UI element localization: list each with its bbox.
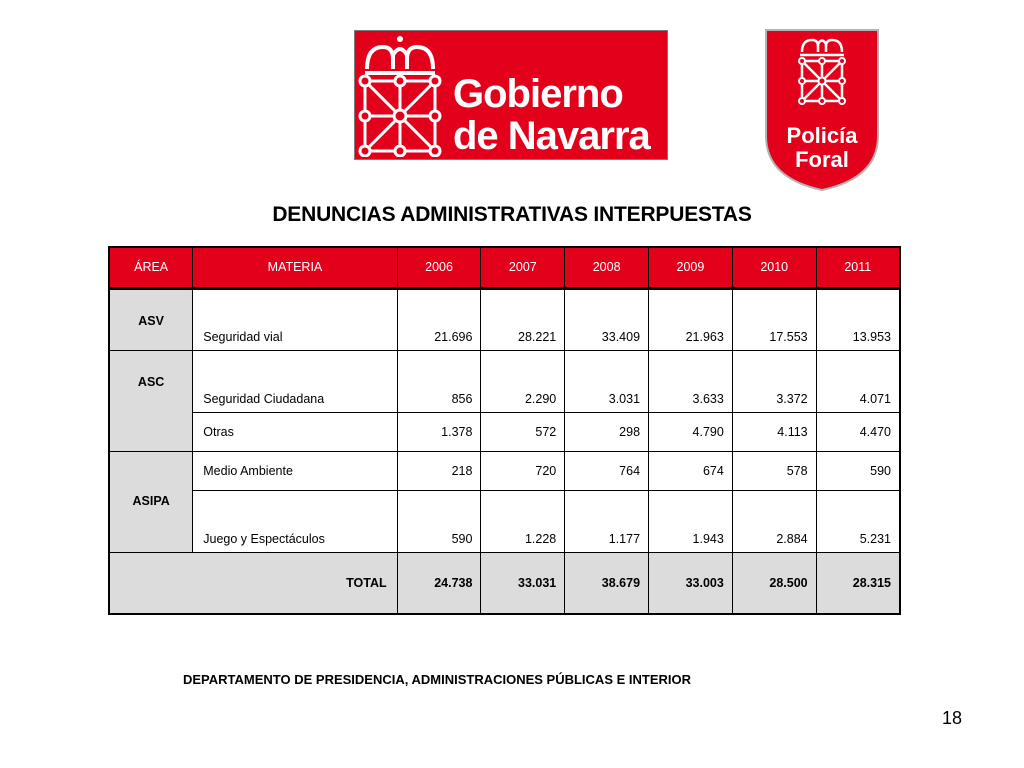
value-cell: 764 <box>565 451 649 490</box>
denuncias-table <box>108 246 901 615</box>
value-cell: 5.231 <box>816 490 900 552</box>
table-row <box>109 451 900 490</box>
value-cell: 4.470 <box>816 412 900 451</box>
value-cell: 2.290 <box>481 350 565 412</box>
value-cell: 33.409 <box>565 288 649 350</box>
area-cell: ASC <box>109 350 193 451</box>
department-footer: DEPARTAMENTO DE PRESIDENCIA, ADMINISTRACIONES PÚBLICAS E INTERIOR <box>183 672 691 687</box>
value-cell: 28.221 <box>481 288 565 350</box>
value-cell: 1.177 <box>565 490 649 552</box>
header-2008: 2008 <box>565 247 649 288</box>
value-cell: 1.378 <box>397 412 481 451</box>
materia-cell: Otras <box>193 412 397 451</box>
total-row <box>109 552 900 614</box>
value-cell: 3.633 <box>649 350 733 412</box>
value-cell: 1.943 <box>649 490 733 552</box>
value-cell: 4.790 <box>649 412 733 451</box>
table-row <box>109 490 900 552</box>
header-area: ÁREA <box>109 247 193 288</box>
value-cell: 1.228 <box>481 490 565 552</box>
gobierno-de-navarra-logo <box>354 30 668 160</box>
total-value-cell: 38.679 <box>565 552 649 614</box>
navarra-crest-icon <box>357 33 443 157</box>
page-title: DENUNCIAS ADMINISTRATIVAS INTERPUESTAS <box>272 203 752 226</box>
value-cell: 21.696 <box>397 288 481 350</box>
total-label: TOTAL <box>109 552 397 614</box>
header-2010: 2010 <box>732 247 816 288</box>
value-cell: 674 <box>649 451 733 490</box>
header-2006: 2006 <box>397 247 481 288</box>
value-cell: 590 <box>397 490 481 552</box>
header-2011: 2011 <box>816 247 900 288</box>
value-cell: 720 <box>481 451 565 490</box>
page-number: 18 <box>941 708 962 728</box>
total-value-cell: 33.031 <box>481 552 565 614</box>
header-materia: MATERIA <box>193 247 397 288</box>
header-2007: 2007 <box>481 247 565 288</box>
value-cell: 3.031 <box>565 350 649 412</box>
table-row <box>109 412 900 451</box>
materia-cell: Juego y Espectáculos <box>193 490 397 552</box>
table-row <box>109 288 900 350</box>
value-cell: 13.953 <box>816 288 900 350</box>
table-row <box>109 350 900 412</box>
value-cell: 856 <box>397 350 481 412</box>
materia-cell: Seguridad vial <box>193 288 397 350</box>
materia-cell: Medio Ambiente <box>193 451 397 490</box>
value-cell: 3.372 <box>732 350 816 412</box>
policia-logo-text: Policía Foral <box>786 123 858 172</box>
total-value-cell: 24.738 <box>397 552 481 614</box>
total-value-cell: 33.003 <box>649 552 733 614</box>
total-value-cell: 28.315 <box>816 552 900 614</box>
value-cell: 21.963 <box>649 288 733 350</box>
value-cell: 572 <box>481 412 565 451</box>
value-cell: 17.553 <box>732 288 816 350</box>
value-cell: 298 <box>565 412 649 451</box>
value-cell: 590 <box>816 451 900 490</box>
area-cell: ASV <box>109 288 193 350</box>
gobierno-logo-text: Gobierno de Navarra <box>453 72 650 158</box>
policia-foral-logo <box>762 28 882 192</box>
materia-cell: Seguridad Ciudadana <box>193 350 397 412</box>
value-cell: 2.884 <box>732 490 816 552</box>
value-cell: 578 <box>732 451 816 490</box>
value-cell: 4.113 <box>732 412 816 451</box>
value-cell: 218 <box>397 451 481 490</box>
area-cell: ASIPA <box>109 451 193 552</box>
table-header-row <box>109 247 900 288</box>
value-cell: 4.071 <box>816 350 900 412</box>
header-2009: 2009 <box>649 247 733 288</box>
total-value-cell: 28.500 <box>732 552 816 614</box>
